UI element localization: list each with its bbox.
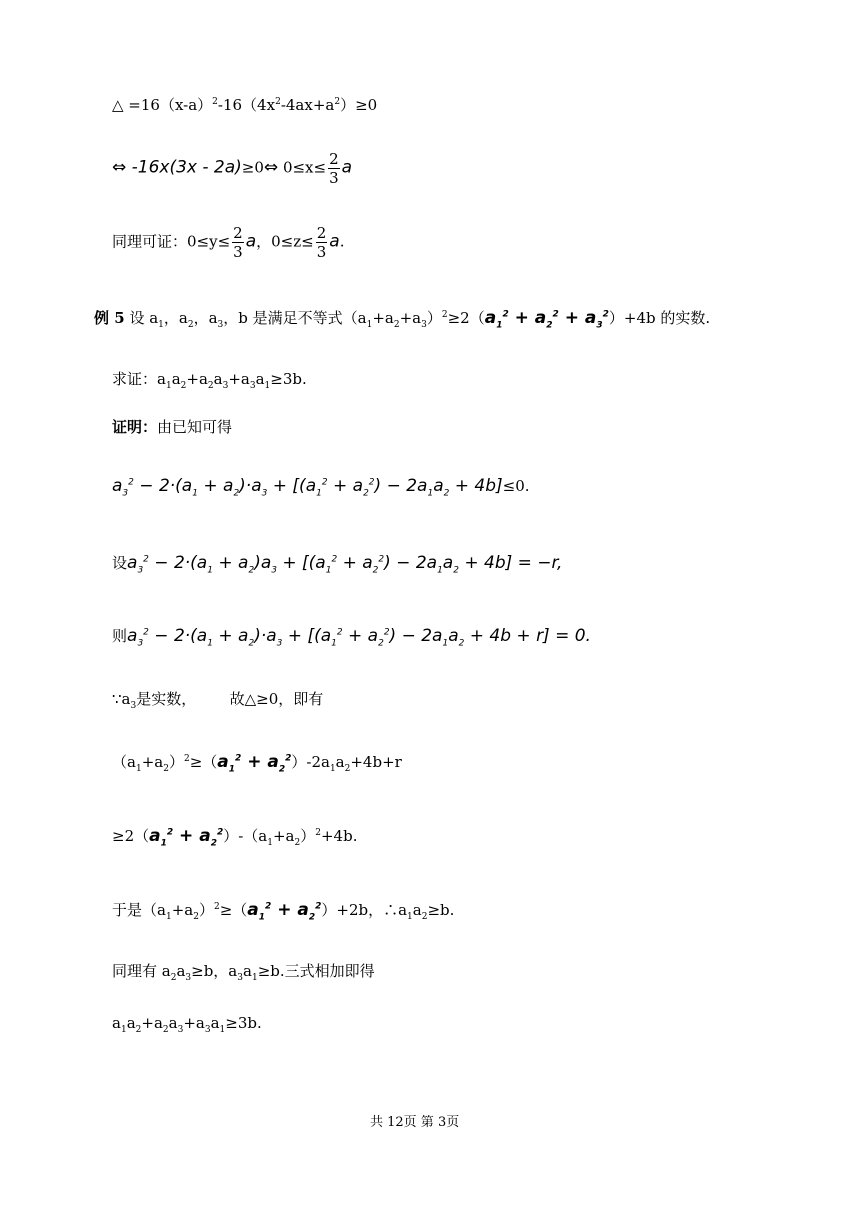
since-line: $\because a_3$是实数， 故△≥0，即有 [112,690,324,711]
conclusion-line: $a_1a_2+a_2a_3+a_3a_1\ge 3b$. [112,1014,262,1035]
inequality-3: 于是$(a_1+a_2)^2\ge(a_1^2 + a_2^2)+2b$，$\therefore a_1a_2\ge b$. [112,900,455,923]
proof-label: 证明： [112,418,158,436]
equation-1: $a_3^2 - 2\cdot(a_1 + a_2)\cdot a_3 + [(a_1^2 + a_2^2) - 2a_1a_2 + 4b]\le 0$. [112,476,530,499]
inequality-1: $(a_1+a_2)^2\ge(a_1^2 + a_2^2)-2a_1a_2+4b+r$ [112,752,402,775]
equation-3: 则$a_3^2 - 2\cdot(a_1 + a_2)\cdot a_3 + [(a_1^2 + a_2^2) - 2a_1a_2 + 4b + r] = 0$. [112,626,591,649]
proof-text: 由已知可得 [157,418,233,436]
prove-statement: 求证：$a_1a_2+a_2a_3+a_3a_1\ge 3b$. [112,370,307,391]
proof-intro [112,420,232,435]
equivalence-line: ⇔ -16x(3x - 2a)≥0⇔ 0≤x≤ $\frac{2}{3}$ a [112,150,353,187]
fraction-two-thirds: $\frac{2}{3}$ [329,150,339,187]
example-5: 例 5 设 $a_1$，$a_2$，$a_3$，b 是满足不等式$(a_1+a_2+a_3)^2\ge 2(a_1^2 + a_2^2 + a_3^2)+4b$ 的实数. [94,308,711,331]
equation-2: 设$a_3^2 - 2\cdot(a_1 + a_2)a_3 + [(a_1^2 + a_2^2) - 2a_1a_2 + 4b] = -r$, [112,553,563,576]
example-label: 例 5 [94,309,125,327]
similarly-line: 同理有 $a_2a_3\ge b$，$a_3a_1\ge b$.三式相加即得 [112,962,375,983]
page-footer: 共 12页 第 3页 [370,1115,460,1130]
delta-line: △ $=16(x-a)^2-16(4x^2-4ax+a^2)\ge 0$ [112,96,378,114]
inequality-2: $\ge 2(a_1^2 + a_2^2)-(a_1+a_2)^2+4b$. [112,826,358,849]
same-proof-line: 同理可证：0≤y≤ $\frac{2}{3}$ a，0≤z≤ $\frac{2}{3}$ a. [112,224,345,261]
